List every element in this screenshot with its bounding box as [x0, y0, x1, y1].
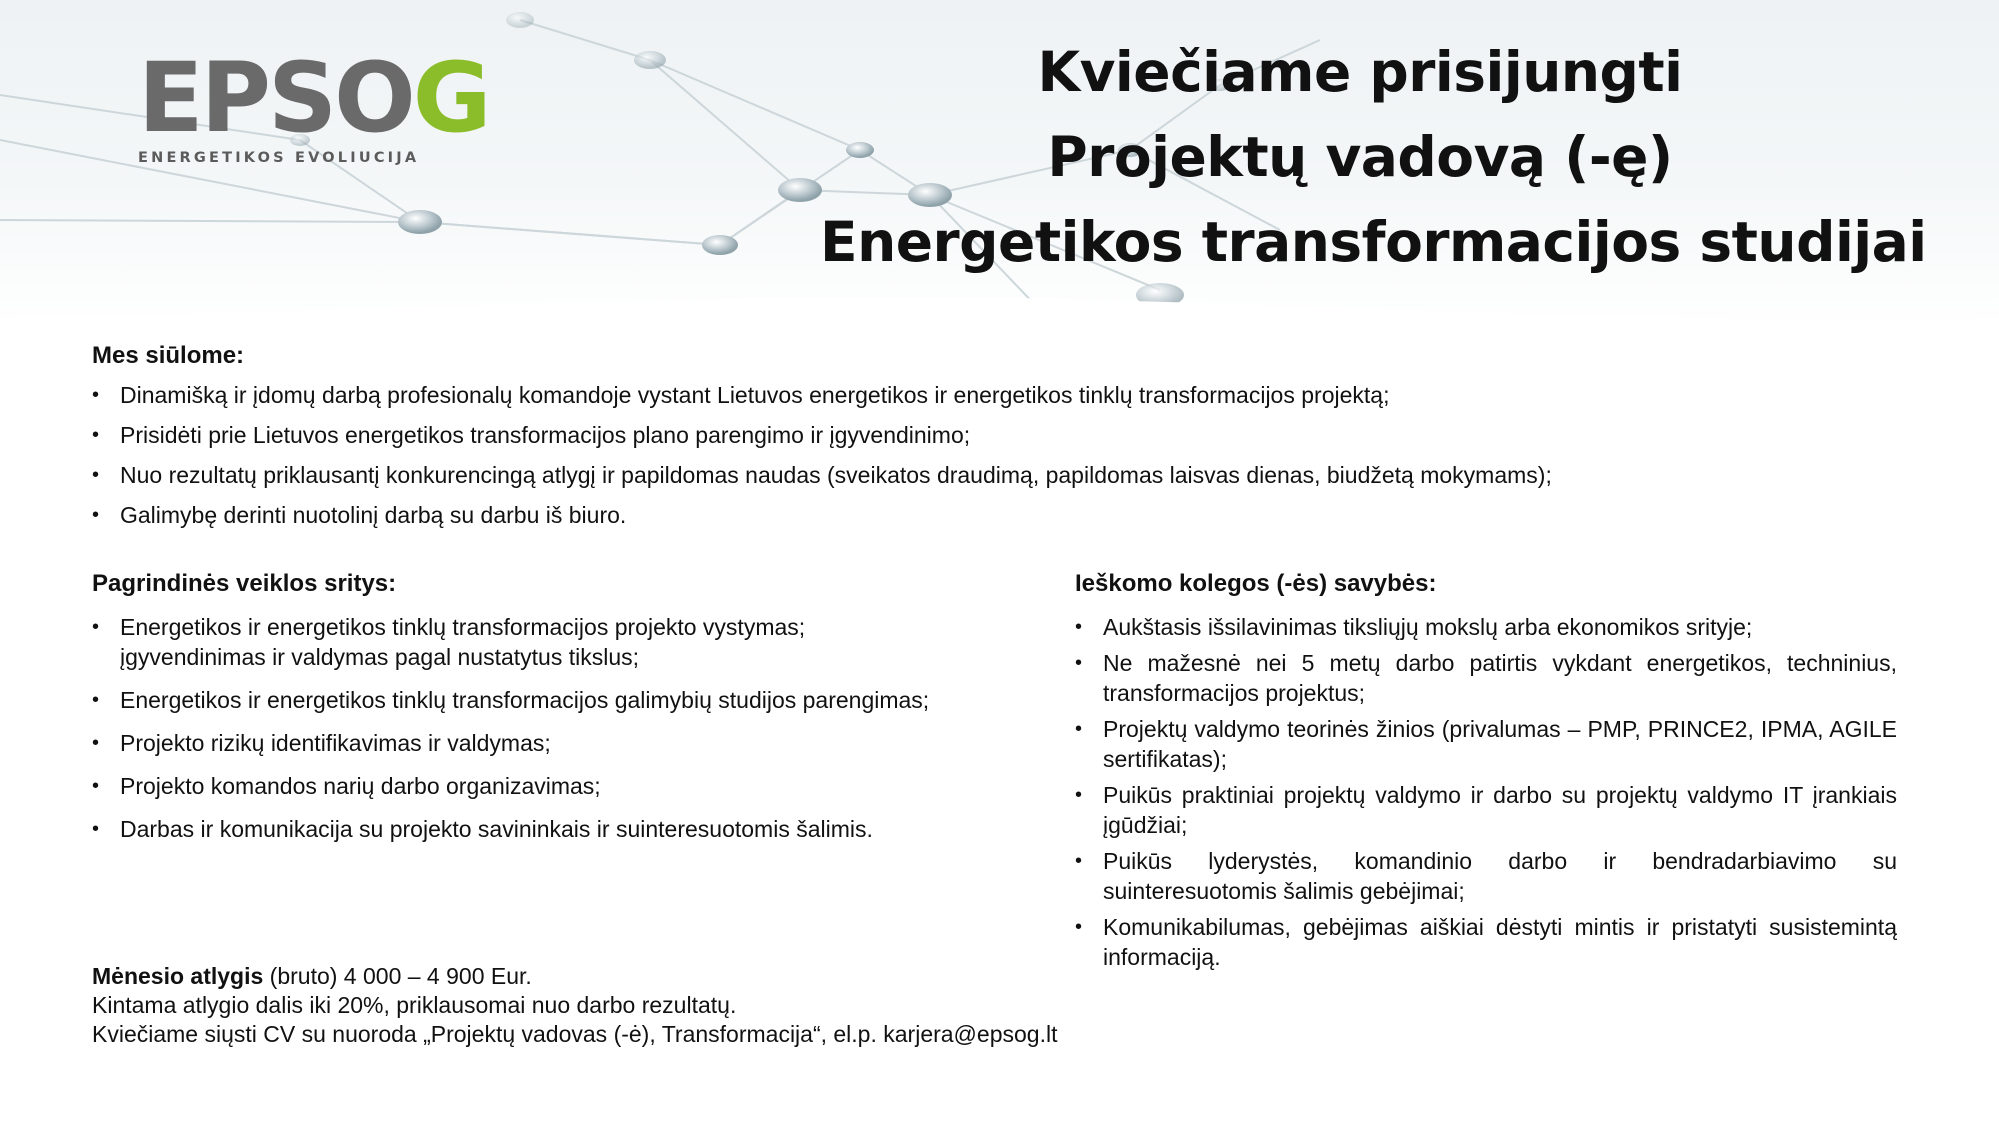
list-item: • Energetikos ir energetikos tinklų transformacijos projekto vystymas; įgyvendinimas ir valdymas pagal nustatytus tikslus;	[92, 612, 952, 672]
apply-instructions: Kviečiame siųsti CV su nuoroda „Projektų vadovas (-ė), Transformacija“, el.p. karjera@epsog.lt	[92, 1021, 1058, 1047]
list-item: • Nuo rezultatų priklausantį konkurencingą atlygį ir papildomas naudas (sveikatos draudimą, papildomas laisvas dienas, biudžetą mokymams);	[92, 460, 1892, 490]
list-item: • Galimybę derinti nuotolinį darbą su darbu iš biuro.	[92, 500, 1892, 530]
title-line-2: Projektų vadovą (-ę)	[1047, 125, 1673, 189]
list-item: • Projekto komandos narių darbo organizavimas;	[92, 771, 952, 801]
epsog-logo	[138, 42, 489, 166]
list-item: • Ne mažesnė nei 5 metų darbo patirtis vykdant energetikos, techninius, transformacijos projektus;	[1075, 648, 1897, 708]
list-item: • Prisidėti prie Lietuvos energetikos transformacijos plano parengimo ir įgyvendinimo;	[92, 420, 1892, 450]
areas-heading: Pagrindinės veiklos sritys:	[92, 570, 397, 597]
logo-wordmark: EPSOG	[138, 42, 489, 154]
qualities-heading: Ieškomo kolegos (-ės) savybės:	[1075, 570, 1437, 597]
list-item: • Projekto rizikų identifikavimas ir valdymas;	[92, 728, 952, 758]
variable-pay-note: Kintama atlygio dalis iki 20%, priklausomai nuo darbo rezultatų.	[92, 992, 737, 1018]
header-banner	[0, 0, 1999, 330]
list-item: • Puikūs praktiniai projektų valdymo ir darbo su projektų valdymo IT įrankiais įgūdžiai;	[1075, 780, 1897, 840]
list-item: • Energetikos ir energetikos tinklų transformacijos galimybių studijos parengimas;	[92, 685, 952, 715]
areas-list	[92, 612, 952, 857]
logo-tagline: ENERGETIKOS EVOLIUCIJA	[138, 150, 420, 166]
list-item: • Dinamišką ir įdomų darbą profesionalų komandoje vystant Lietuvos energetikos ir energetikos tinklų transformacijos projektą;	[92, 380, 1892, 410]
list-item: • Puikūs lyderystės, komandinio darbo ir bendradarbiavimo su suinteresuotomis šalimis gebėjimai;	[1075, 846, 1897, 906]
title-line-3: Energetikos transformacijos studijai	[820, 210, 1927, 274]
qualities-list	[1075, 612, 1897, 978]
page-title	[820, 30, 1927, 285]
salary-label: Mėnesio atlygis	[92, 963, 264, 989]
offer-list	[92, 380, 1892, 540]
list-item: • Darbas ir komunikacija su projekto savininkais ir suinteresuotomis šalimis.	[92, 814, 952, 844]
list-item: • Projektų valdymo teorinės žinios (privalumas – PMP, PRINCE2, IPMA, AGILE sertifikatas);	[1075, 714, 1897, 774]
offer-heading: Mes siūlome:	[92, 342, 245, 369]
list-item: • Aukštasis išsilavinimas tiksliųjų mokslų arba ekonomikos srityje;	[1075, 612, 1897, 642]
title-line-1: Kviečiame prisijungti	[1037, 40, 1683, 104]
salary-value: (bruto) 4 000 – 4 900 Eur.	[263, 963, 532, 989]
salary-line	[92, 962, 1057, 991]
salary-block	[92, 962, 1057, 1049]
list-item: • Komunikabilumas, gebėjimas aiškiai dėstyti mintis ir pristatyti susistemintą informaciją.	[1075, 912, 1897, 972]
